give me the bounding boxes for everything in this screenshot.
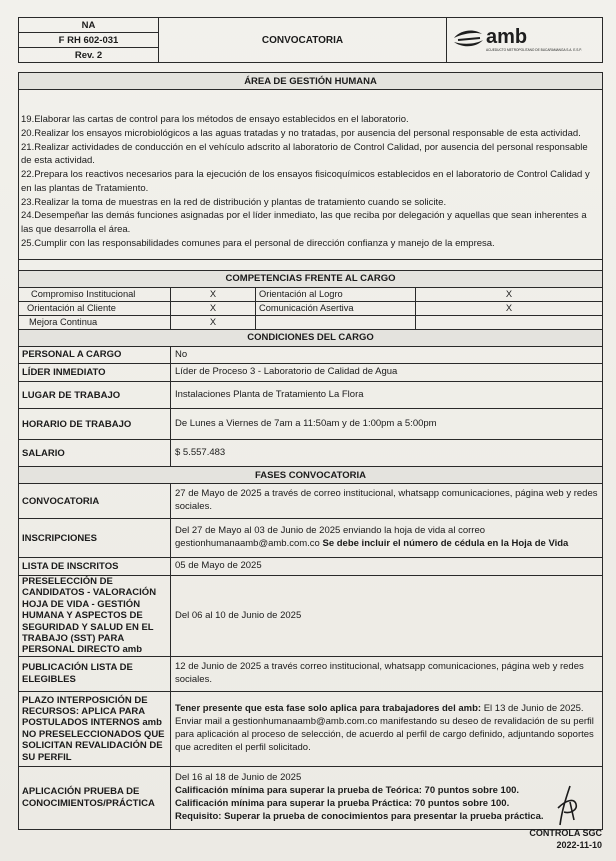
condiciones-title: CONDICIONES DEL CARGO — [19, 329, 603, 346]
inscripciones-label: INSCRIPCIONES — [19, 519, 171, 558]
competencia-mark: X — [416, 287, 603, 301]
competencia-name: Mejora Continua — [19, 315, 171, 329]
preseleccion-value: Del 06 al 10 de Junio de 2025 — [171, 576, 603, 657]
function-item: 22.Prepara los reactivos necesarios para la ejecución de los ensayos fisicoquímicos establecidos en el laboratorio de Control Calidad y en las plantas de Tratamiento. — [21, 169, 590, 194]
preseleccion-label: PRESELECCIÓN DE CANDIDATOS - VALORACIÓN HOJA DE VIDA - GESTIÓN HUMANA Y ASPECTOS DE SEGURIDAD Y SALUD EN EL TRABAJO (SST) PARA PERSONAL DIRECTO amb — [19, 576, 171, 657]
fases-title: FASES CONVOCATORIA — [19, 467, 603, 484]
competencia-name: Orientación al Cliente — [19, 301, 171, 315]
horario-label: HORARIO DE TRABAJO — [19, 409, 171, 440]
convocatoria-value: 27 de Mayo de 2025 a través de correo institucional, whatsapp comunicaciones, página web y redes sociales. — [171, 484, 603, 519]
personal-label: PERSONAL A CARGO — [19, 346, 171, 364]
table-row — [19, 440, 603, 467]
plazo-text: El 13 de Junio de 2025. Enviar mail a gestionhumanaamb@amb.com.co manifestando su deseo de revalidación de su perfil para aplicación al proceso de selección, de acuerdo al perfil de cargo definido, adjuntando soportes que acrediten el perfil solicitado. — [175, 703, 594, 753]
table-row — [19, 287, 603, 301]
table-row — [19, 382, 603, 409]
logo-subtext: ACUEDUCTO METROPOLITANO DE BUCARAMANGA S.A. E.S.P. — [486, 48, 582, 52]
competencia-name — [256, 315, 416, 329]
functions-list — [19, 90, 603, 260]
footer-control — [529, 828, 602, 851]
prueba-requisito: Requisito: Superar la prueba de conocimientos para presentar la prueba práctica. — [175, 810, 544, 822]
personal-value: No — [171, 346, 603, 364]
plazo-label: PLAZO INTERPOSICIÓN DE RECURSOS: APLICA PARA POSTULADOS INTERNOS amb NO PRESELECCIONADOS QUE SOLICITAN REVALIDACIÓN DE SU PERFIL — [19, 691, 171, 766]
publicacion-label: PUBLICACIÓN LISTA DE ELEGIBLES — [19, 656, 171, 691]
prueba-teorica: Calificación mínima para superar la prueba de Teórica: 70 puntos sobre 100. — [175, 785, 520, 797]
table-row — [19, 558, 603, 576]
competencia-name: Comunicación Asertiva — [256, 301, 416, 315]
rev-cell: Rev. 2 — [19, 48, 159, 63]
table-row — [19, 691, 603, 766]
function-item: 20.Realizar los ensayos microbiológicos a las aguas tratadas y no tratadas, por ausencia del personal responsable de esta actividad. — [21, 127, 581, 139]
function-item: 19.Elaborar las cartas de control para los métodos de ensayo establecidos en el laboratorio. — [21, 114, 409, 125]
table-row — [19, 484, 603, 519]
na-cell: NA — [19, 18, 159, 33]
table-row — [19, 576, 603, 657]
area-title: ÁREA DE GESTIÓN HUMANA — [19, 73, 603, 90]
control-label: CONTROLA SGC — [529, 828, 602, 838]
function-item: 21.Realizar actividades de conducción en el vehículo adscrito al laboratorio de Control Calidad, por ausencia del personal responsable de esta actividad. — [21, 141, 588, 167]
salario-value: $ 5.557.483 — [171, 440, 603, 467]
lista-label: LISTA DE INSCRITOS — [19, 558, 171, 576]
lista-value: 05 de Mayo de 2025 — [171, 558, 603, 576]
salario-label: SALARIO — [19, 440, 171, 467]
spacer — [19, 259, 603, 270]
function-item: 24.Desempeñar las demás funciones asignadas por el líder inmediato, las que reciba por delegación y aquellas que sean inherentes a las que desarrolla el área. — [21, 210, 587, 236]
function-item: 23.Realizar la toma de muestras en la red de distribución y plantas de tratamiento cuando se solicite. — [21, 196, 447, 208]
competencia-mark: X — [171, 287, 256, 301]
plazo-note: Tener presente que esta fase solo aplica para trabajadores del amb: — [175, 703, 482, 715]
prueba-label: APLICACIÓN PRUEBA DE CONOCIMIENTOS/PRÁCTICA — [19, 766, 171, 829]
control-date: 2022-11-10 — [556, 839, 602, 850]
competencia-mark: X — [171, 315, 256, 329]
table-row — [19, 409, 603, 440]
convocatoria-label: CONVOCATORIA — [19, 484, 171, 519]
inscripciones-value — [171, 519, 603, 558]
lider-label: LÍDER INMEDIATO — [19, 364, 171, 382]
signature-mark — [540, 780, 590, 830]
logo-drop-icon — [454, 31, 483, 47]
competencia-name: Orientación al Logro — [256, 287, 416, 301]
publicacion-value: 12 de Junio de 2025 a través correo institucional, whatsapp comunicaciones, página web y redes sociales. — [171, 656, 603, 691]
inscripciones-text: Del 27 de Mayo al 03 de Junio de 2025 enviando la hoja de vida al correo gestionhumanaamb@amb.com.co — [175, 525, 486, 550]
competencia-name: Compromiso Institucional — [19, 287, 171, 301]
competencia-mark — [416, 315, 603, 329]
prueba-practica: Calificación mínima para superar la prueba Práctica: 70 puntos sobre 100. — [175, 797, 510, 809]
horario-value: De Lunes a Viernes de 7am a 11:50am y de 1:00pm a 5:00pm — [171, 409, 603, 440]
prueba-dates: Del 16 al 18 de Junio de 2025 — [175, 772, 302, 784]
table-row — [19, 519, 603, 558]
prueba-value — [171, 766, 603, 829]
table-row — [19, 301, 603, 315]
competencia-mark: X — [416, 301, 603, 315]
table-row — [19, 346, 603, 364]
table-row — [19, 315, 603, 329]
logo-text: amb — [486, 26, 528, 48]
table-row — [19, 766, 603, 829]
lugar-label: LUGAR DE TRABAJO — [19, 382, 171, 409]
lider-value: Líder de Proceso 3 - Laboratorio de Calidad de Agua — [171, 364, 603, 382]
inscripciones-requirement: Se debe incluir el número de cédula en la Hoja de Vida — [322, 538, 569, 550]
function-item: 25.Cumplir con las responsabilidades comunes para el personal de dirección confianza y manejo de la empresa. — [21, 237, 495, 249]
competencias-title: COMPETENCIAS FRENTE AL CARGO — [19, 270, 603, 287]
table-row — [19, 656, 603, 691]
document-title: CONVOCATORIA — [159, 18, 447, 63]
plazo-value — [171, 691, 603, 766]
competencia-mark: X — [171, 301, 256, 315]
main-table — [18, 72, 603, 830]
code-cell: F RH 602-031 — [19, 33, 159, 48]
table-row — [19, 364, 603, 382]
lugar-value: Instalaciones Planta de Tratamiento La Flora — [171, 382, 603, 409]
amb-logo — [450, 22, 582, 58]
